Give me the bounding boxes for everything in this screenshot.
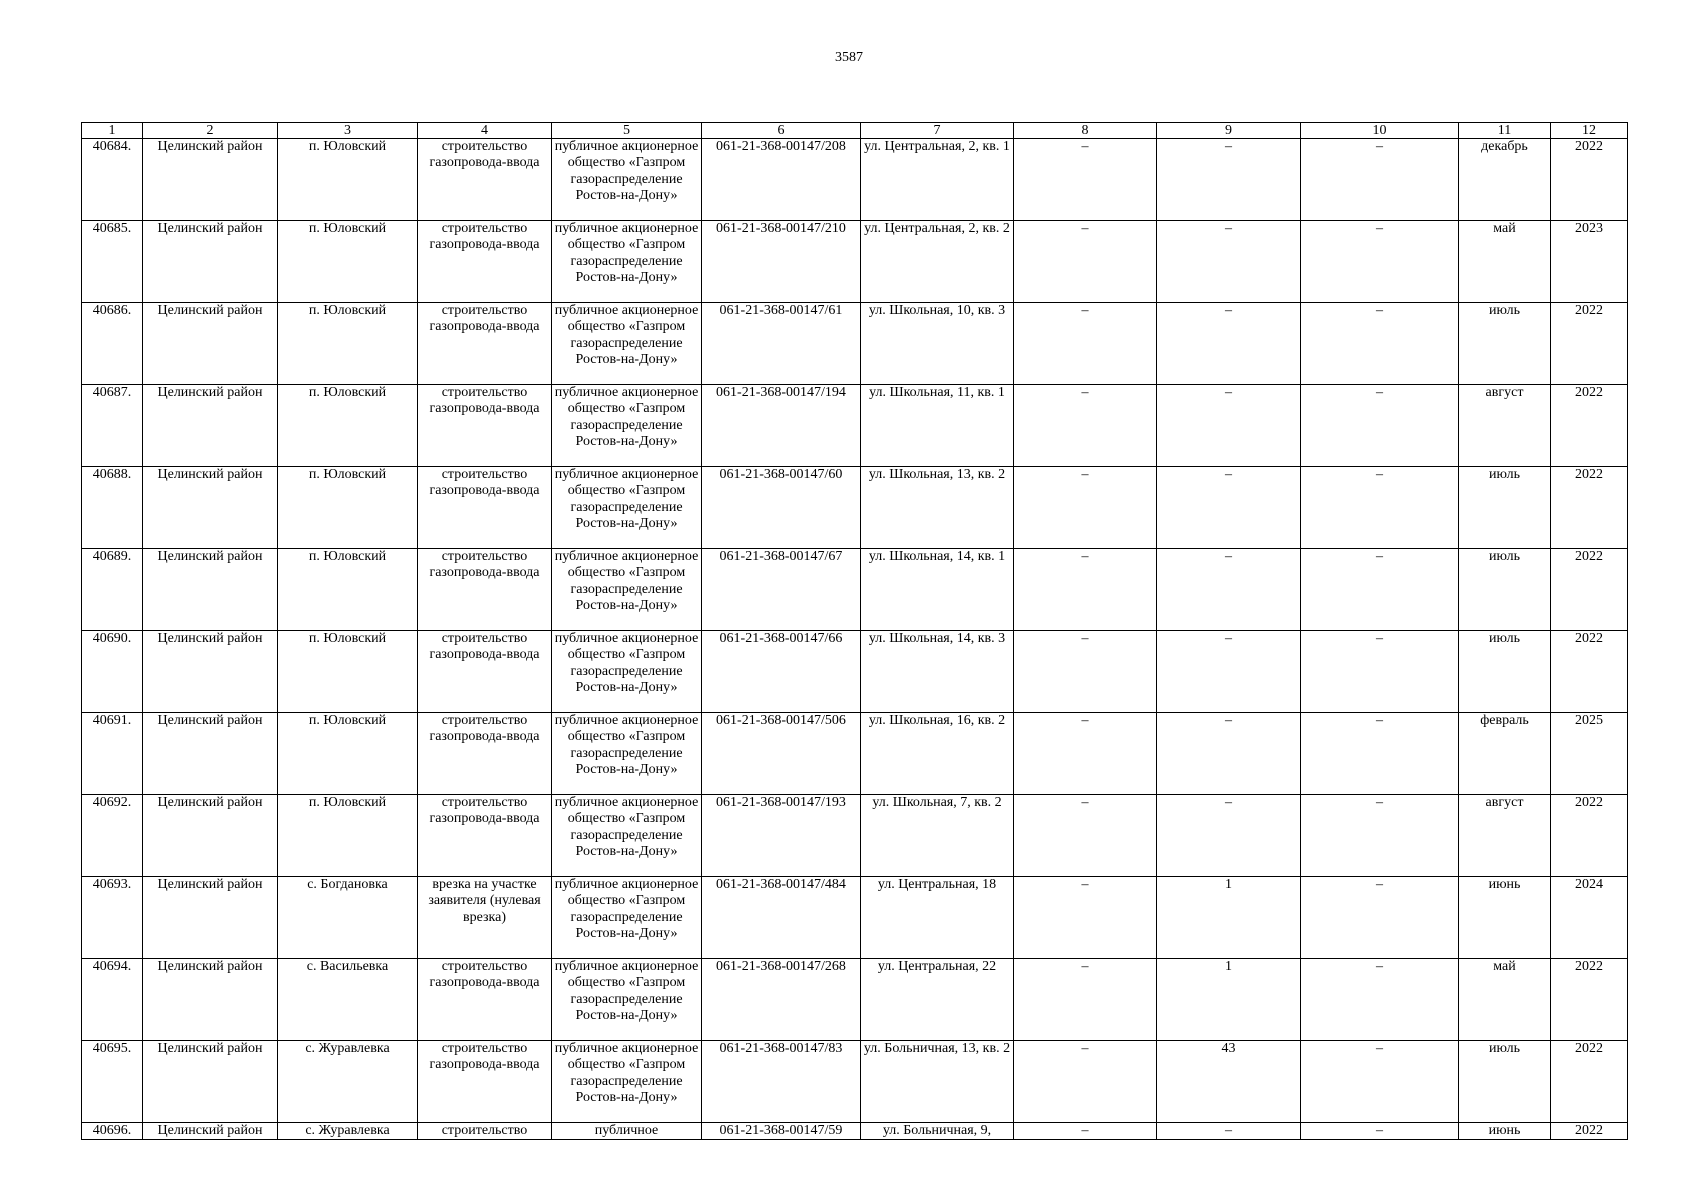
cell-col-9: 1 <box>1157 877 1301 959</box>
cell-col-8: – <box>1014 631 1157 713</box>
cell-year: 2022 <box>1551 1041 1628 1123</box>
cell-organization: публичное акционерное общество «Газпром газораспределение Ростов-на-Дону» <box>552 139 702 221</box>
cell-col-8: – <box>1014 795 1157 877</box>
cell-settlement: с. Васильевка <box>278 959 418 1041</box>
cell-month: декабрь <box>1459 139 1551 221</box>
cell-col-9: – <box>1157 303 1301 385</box>
cell-organization: публичное акционерное общество «Газпром газораспределение Ростов-на-Дону» <box>552 959 702 1041</box>
cell-district: Целинский район <box>143 959 278 1041</box>
column-number-row <box>82 123 1628 139</box>
cell-row-number: 40687. <box>82 385 143 467</box>
cell-col-9: – <box>1157 221 1301 303</box>
cell-month: май <box>1459 221 1551 303</box>
cell-work-type: строительство <box>418 1123 552 1140</box>
cell-address: ул. Школьная, 14, кв. 3 <box>861 631 1014 713</box>
cell-col-8: – <box>1014 1123 1157 1140</box>
cell-col-9: – <box>1157 713 1301 795</box>
cell-col-8: – <box>1014 303 1157 385</box>
cell-organization: публичное акционерное общество «Газпром газораспределение Ростов-на-Дону» <box>552 221 702 303</box>
cell-registry-code: 061-21-368-00147/208 <box>702 139 861 221</box>
cell-settlement: п. Юловский <box>278 713 418 795</box>
cell-settlement: п. Юловский <box>278 385 418 467</box>
cell-organization: публичное акционерное общество «Газпром газораспределение Ростов-на-Дону» <box>552 467 702 549</box>
cell-col-9: – <box>1157 139 1301 221</box>
cell-organization: публичное акционерное общество «Газпром газораспределение Ростов-на-Дону» <box>552 795 702 877</box>
cell-col-9: – <box>1157 467 1301 549</box>
cell-organization: публичное акционерное общество «Газпром газораспределение Ростов-на-Дону» <box>552 877 702 959</box>
cell-col-10: – <box>1301 139 1459 221</box>
cell-registry-code: 061-21-368-00147/61 <box>702 303 861 385</box>
cell-district: Целинский район <box>143 549 278 631</box>
column-header: 10 <box>1301 123 1459 139</box>
cell-col-9: 43 <box>1157 1041 1301 1123</box>
cell-district: Целинский район <box>143 303 278 385</box>
cell-organization: публичное акционерное общество «Газпром газораспределение Ростов-на-Дону» <box>552 631 702 713</box>
table-body <box>82 139 1628 1140</box>
cell-month: июль <box>1459 467 1551 549</box>
cell-address: ул. Центральная, 2, кв. 1 <box>861 139 1014 221</box>
cell-col-10: – <box>1301 713 1459 795</box>
table-row <box>82 877 1628 959</box>
cell-settlement: п. Юловский <box>278 549 418 631</box>
cell-col-9: – <box>1157 1123 1301 1140</box>
gas-connection-registry-table <box>81 122 1628 1140</box>
cell-month: июнь <box>1459 877 1551 959</box>
cell-district: Целинский район <box>143 221 278 303</box>
table-row <box>82 631 1628 713</box>
table-row <box>82 549 1628 631</box>
cell-address: ул. Школьная, 7, кв. 2 <box>861 795 1014 877</box>
cell-month: февраль <box>1459 713 1551 795</box>
column-header: 3 <box>278 123 418 139</box>
cell-organization: публичное <box>552 1123 702 1140</box>
cell-row-number: 40685. <box>82 221 143 303</box>
cell-col-8: – <box>1014 221 1157 303</box>
cell-month: июль <box>1459 1041 1551 1123</box>
cell-year: 2022 <box>1551 795 1628 877</box>
cell-col-10: – <box>1301 795 1459 877</box>
cell-col-10: – <box>1301 631 1459 713</box>
column-header: 5 <box>552 123 702 139</box>
cell-col-8: – <box>1014 713 1157 795</box>
cell-district: Целинский район <box>143 139 278 221</box>
cell-district: Целинский район <box>143 713 278 795</box>
cell-month: август <box>1459 795 1551 877</box>
cell-settlement: с. Журавлевка <box>278 1123 418 1140</box>
column-header: 4 <box>418 123 552 139</box>
cell-col-9: – <box>1157 795 1301 877</box>
cell-settlement: п. Юловский <box>278 303 418 385</box>
cell-work-type: строительство газопровода-ввода <box>418 303 552 385</box>
cell-col-9: – <box>1157 385 1301 467</box>
cell-month: август <box>1459 385 1551 467</box>
cell-row-number: 40694. <box>82 959 143 1041</box>
cell-work-type: строительство газопровода-ввода <box>418 549 552 631</box>
cell-row-number: 40689. <box>82 549 143 631</box>
cell-registry-code: 061-21-368-00147/484 <box>702 877 861 959</box>
column-header: 2 <box>143 123 278 139</box>
cell-col-9: – <box>1157 631 1301 713</box>
cell-year: 2022 <box>1551 631 1628 713</box>
cell-address: ул. Школьная, 16, кв. 2 <box>861 713 1014 795</box>
cell-col-10: – <box>1301 385 1459 467</box>
cell-district: Целинский район <box>143 1041 278 1123</box>
cell-col-8: – <box>1014 139 1157 221</box>
cell-address: ул. Школьная, 11, кв. 1 <box>861 385 1014 467</box>
cell-registry-code: 061-21-368-00147/194 <box>702 385 861 467</box>
cell-address: ул. Больничная, 9, <box>861 1123 1014 1140</box>
cell-row-number: 40690. <box>82 631 143 713</box>
cell-work-type: строительство газопровода-ввода <box>418 139 552 221</box>
cell-work-type: строительство газопровода-ввода <box>418 385 552 467</box>
table-header <box>82 123 1628 139</box>
cell-work-type: строительство газопровода-ввода <box>418 713 552 795</box>
cell-col-10: – <box>1301 959 1459 1041</box>
cell-year: 2022 <box>1551 385 1628 467</box>
cell-address: ул. Школьная, 10, кв. 3 <box>861 303 1014 385</box>
cell-year: 2022 <box>1551 139 1628 221</box>
cell-year: 2023 <box>1551 221 1628 303</box>
cell-row-number: 40695. <box>82 1041 143 1123</box>
cell-district: Целинский район <box>143 385 278 467</box>
cell-registry-code: 061-21-368-00147/193 <box>702 795 861 877</box>
column-header: 6 <box>702 123 861 139</box>
cell-address: ул. Больничная, 13, кв. 2 <box>861 1041 1014 1123</box>
column-header: 7 <box>861 123 1014 139</box>
cell-registry-code: 061-21-368-00147/67 <box>702 549 861 631</box>
cell-year: 2024 <box>1551 877 1628 959</box>
cell-month: май <box>1459 959 1551 1041</box>
cell-col-8: – <box>1014 959 1157 1041</box>
table-row <box>82 221 1628 303</box>
table-row <box>82 713 1628 795</box>
cell-row-number: 40696. <box>82 1123 143 1140</box>
cell-year: 2022 <box>1551 303 1628 385</box>
cell-col-8: – <box>1014 467 1157 549</box>
cell-col-10: – <box>1301 221 1459 303</box>
cell-organization: публичное акционерное общество «Газпром газораспределение Ростов-на-Дону» <box>552 303 702 385</box>
table-row <box>82 959 1628 1041</box>
cell-registry-code: 061-21-368-00147/210 <box>702 221 861 303</box>
cell-district: Целинский район <box>143 877 278 959</box>
cell-month: июнь <box>1459 1123 1551 1140</box>
cell-col-8: – <box>1014 549 1157 631</box>
cell-registry-code: 061-21-368-00147/60 <box>702 467 861 549</box>
cell-registry-code: 061-21-368-00147/83 <box>702 1041 861 1123</box>
cell-district: Целинский район <box>143 1123 278 1140</box>
cell-row-number: 40691. <box>82 713 143 795</box>
table-row <box>82 385 1628 467</box>
column-header: 8 <box>1014 123 1157 139</box>
column-header: 9 <box>1157 123 1301 139</box>
table-row <box>82 1041 1628 1123</box>
cell-district: Целинский район <box>143 631 278 713</box>
cell-settlement: с. Журавлевка <box>278 1041 418 1123</box>
table-row <box>82 467 1628 549</box>
cell-registry-code: 061-21-368-00147/506 <box>702 713 861 795</box>
cell-row-number: 40686. <box>82 303 143 385</box>
cell-address: ул. Школьная, 14, кв. 1 <box>861 549 1014 631</box>
cell-month: июль <box>1459 549 1551 631</box>
cell-settlement: с. Богдановка <box>278 877 418 959</box>
cell-address: ул. Центральная, 18 <box>861 877 1014 959</box>
cell-col-10: – <box>1301 1123 1459 1140</box>
cell-address: ул. Центральная, 2, кв. 2 <box>861 221 1014 303</box>
cell-col-10: – <box>1301 549 1459 631</box>
cell-col-9: 1 <box>1157 959 1301 1041</box>
cell-col-8: – <box>1014 1041 1157 1123</box>
cell-row-number: 40688. <box>82 467 143 549</box>
table-row <box>82 303 1628 385</box>
cell-organization: публичное акционерное общество «Газпром газораспределение Ростов-на-Дону» <box>552 549 702 631</box>
cell-work-type: строительство газопровода-ввода <box>418 467 552 549</box>
cell-work-type: строительство газопровода-ввода <box>418 795 552 877</box>
cell-settlement: п. Юловский <box>278 221 418 303</box>
table-row <box>82 1123 1628 1140</box>
cell-organization: публичное акционерное общество «Газпром газораспределение Ростов-на-Дону» <box>552 385 702 467</box>
table-row <box>82 139 1628 221</box>
cell-year: 2022 <box>1551 549 1628 631</box>
page-number: 3587 <box>835 50 863 65</box>
cell-work-type: строительство газопровода-ввода <box>418 631 552 713</box>
cell-address: ул. Центральная, 22 <box>861 959 1014 1041</box>
cell-year: 2022 <box>1551 1123 1628 1140</box>
cell-year: 2022 <box>1551 959 1628 1041</box>
cell-settlement: п. Юловский <box>278 631 418 713</box>
cell-settlement: п. Юловский <box>278 795 418 877</box>
cell-district: Целинский район <box>143 467 278 549</box>
cell-col-8: – <box>1014 385 1157 467</box>
table-row <box>82 795 1628 877</box>
cell-month: июль <box>1459 303 1551 385</box>
cell-work-type: строительство газопровода-ввода <box>418 221 552 303</box>
cell-settlement: п. Юловский <box>278 467 418 549</box>
column-header: 11 <box>1459 123 1551 139</box>
cell-col-10: – <box>1301 1041 1459 1123</box>
cell-year: 2022 <box>1551 467 1628 549</box>
cell-row-number: 40692. <box>82 795 143 877</box>
cell-col-10: – <box>1301 877 1459 959</box>
column-header: 1 <box>82 123 143 139</box>
cell-district: Целинский район <box>143 795 278 877</box>
cell-organization: публичное акционерное общество «Газпром газораспределение Ростов-на-Дону» <box>552 713 702 795</box>
cell-work-type: строительство газопровода-ввода <box>418 1041 552 1123</box>
cell-row-number: 40693. <box>82 877 143 959</box>
cell-organization: публичное акционерное общество «Газпром газораспределение Ростов-на-Дону» <box>552 1041 702 1123</box>
cell-col-10: – <box>1301 303 1459 385</box>
cell-address: ул. Школьная, 13, кв. 2 <box>861 467 1014 549</box>
cell-registry-code: 061-21-368-00147/268 <box>702 959 861 1041</box>
cell-work-type: строительство газопровода-ввода <box>418 959 552 1041</box>
column-header: 12 <box>1551 123 1628 139</box>
cell-registry-code: 061-21-368-00147/59 <box>702 1123 861 1140</box>
cell-col-9: – <box>1157 549 1301 631</box>
cell-row-number: 40684. <box>82 139 143 221</box>
cell-col-8: – <box>1014 877 1157 959</box>
cell-month: июль <box>1459 631 1551 713</box>
cell-settlement: п. Юловский <box>278 139 418 221</box>
cell-registry-code: 061-21-368-00147/66 <box>702 631 861 713</box>
cell-col-10: – <box>1301 467 1459 549</box>
cell-year: 2025 <box>1551 713 1628 795</box>
cell-work-type: врезка на участке заявителя (нулевая врезка) <box>418 877 552 959</box>
